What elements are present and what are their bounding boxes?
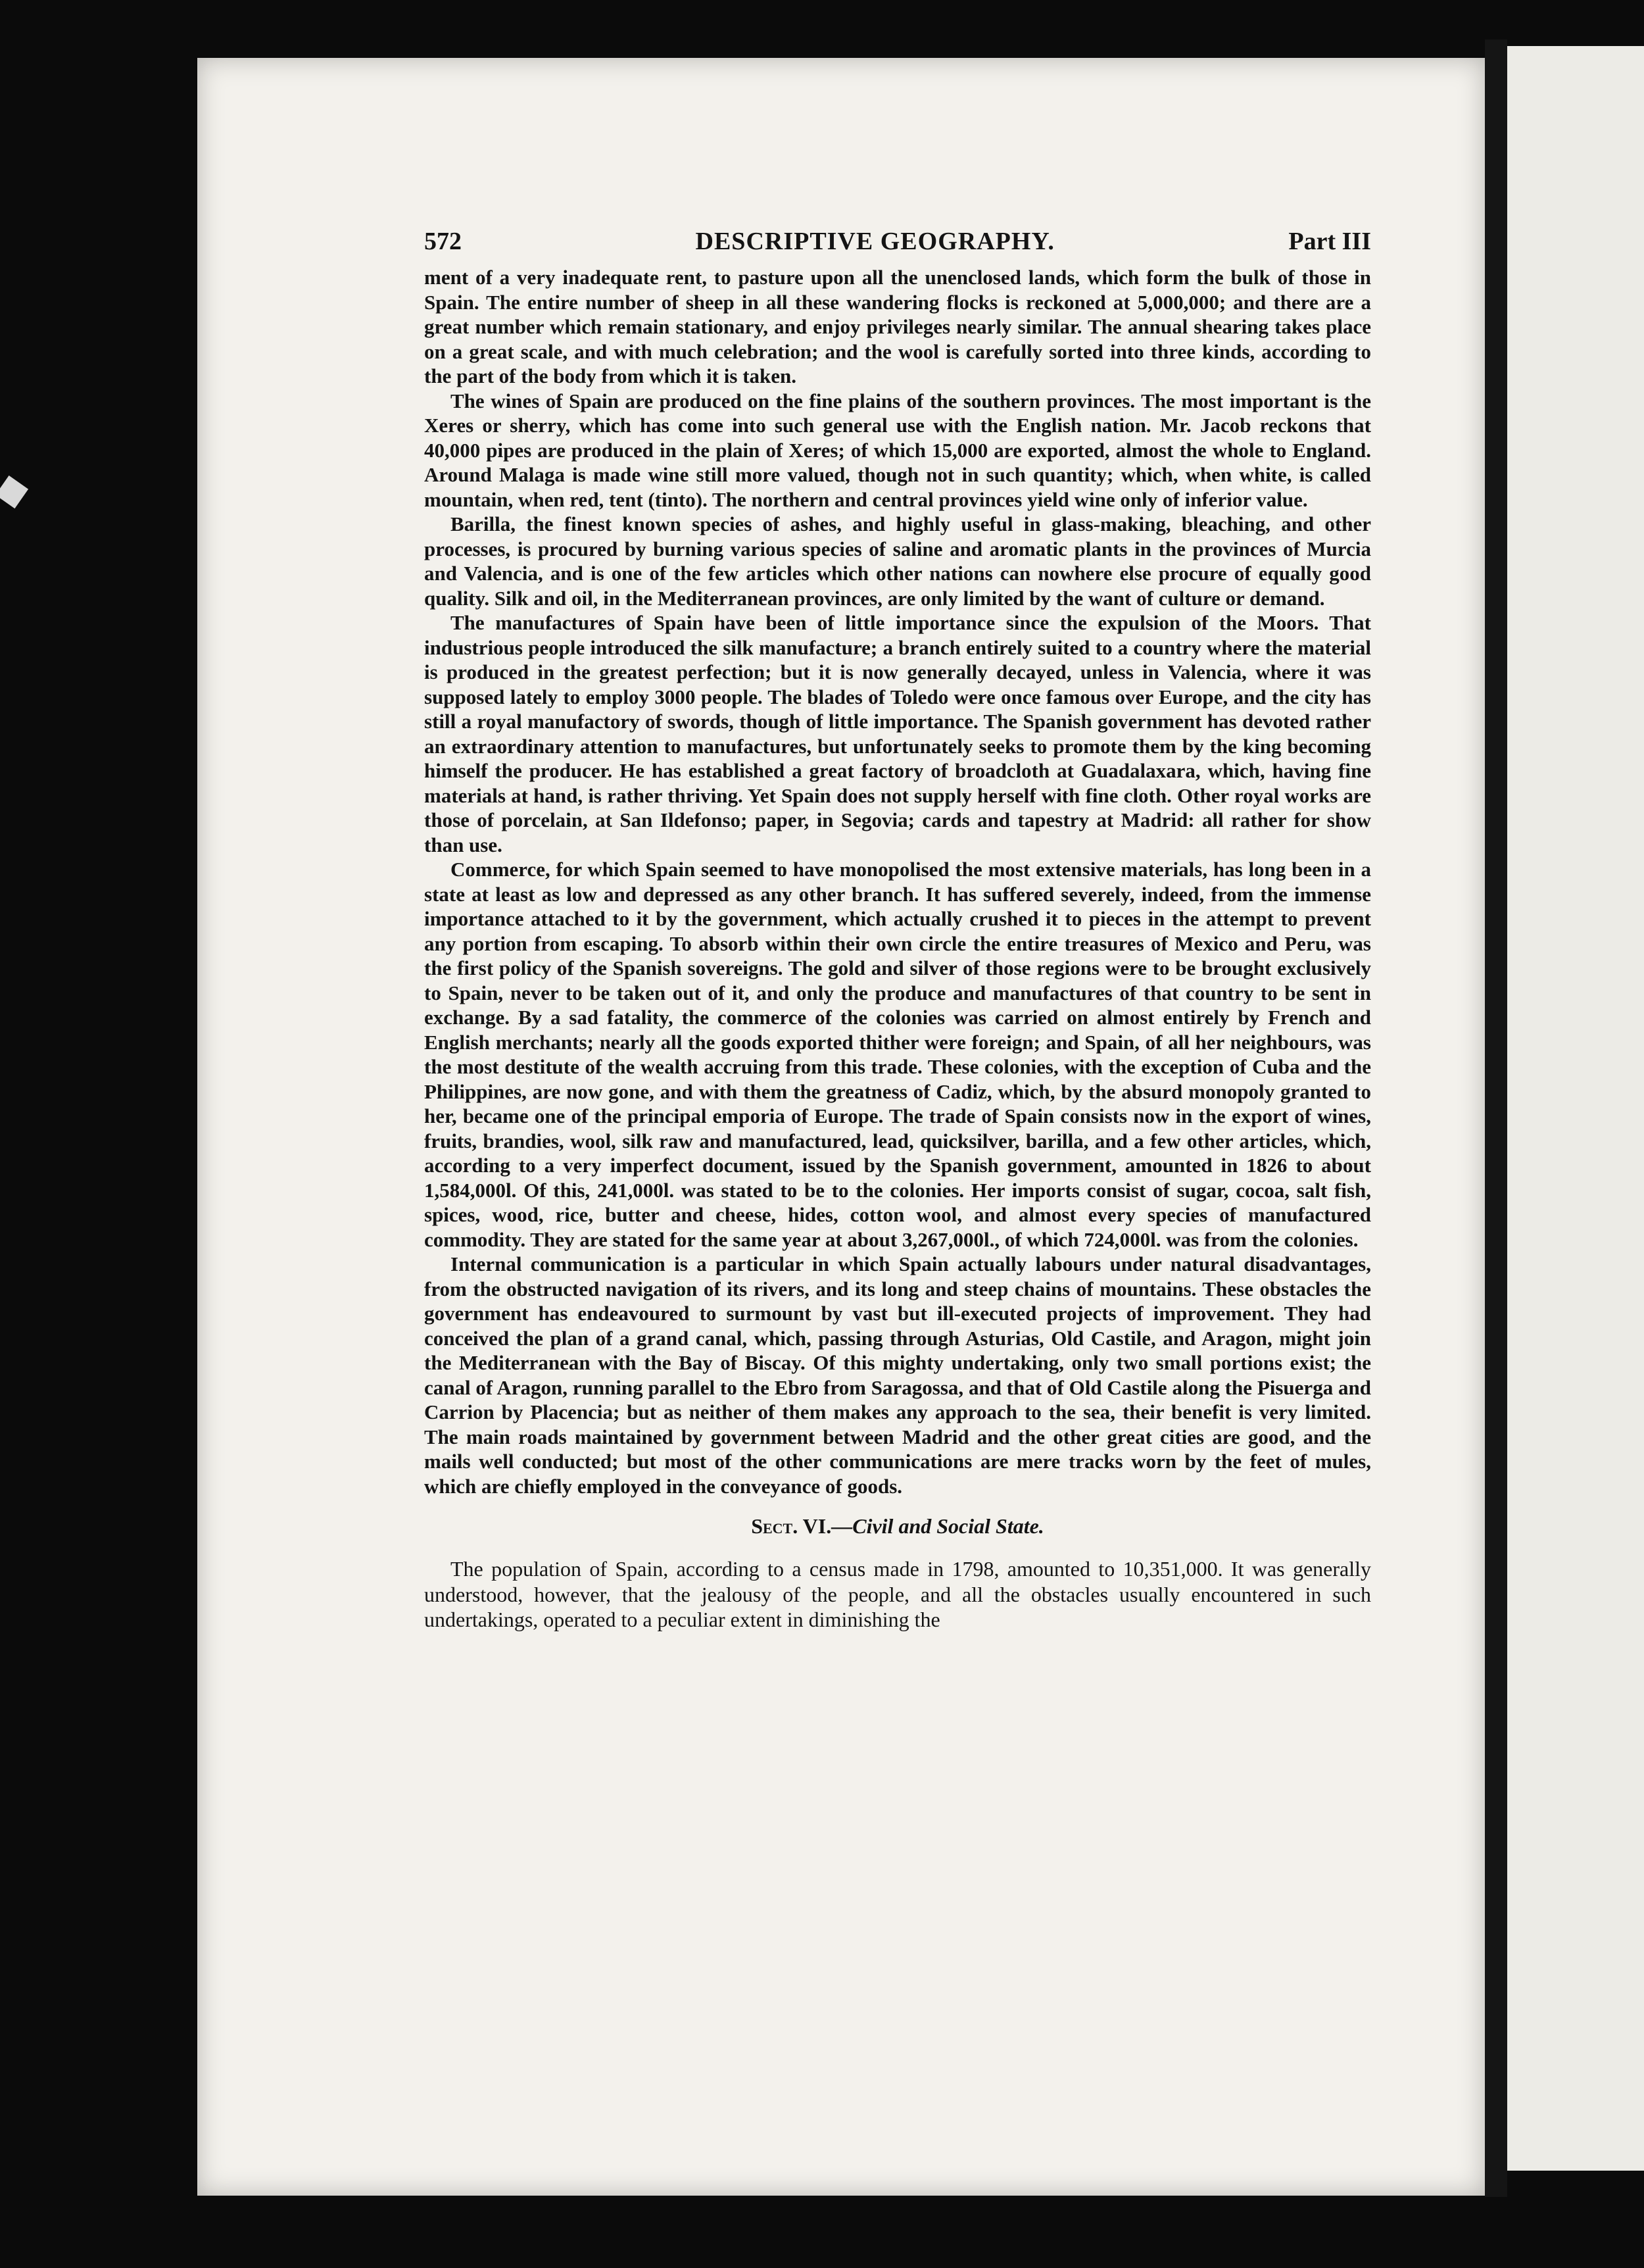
part-label: Part III <box>1288 228 1371 255</box>
paragraph: Commerce, for which Spain seemed to have monopolised the most extensive materials, has long been in a state at least as low and depressed as any other branch. It has suffered severely, indeed, from the immense importance attached to it by the government, which actually crushed it to pieces in the attempt to prevent any portion from escaping. To absorb within their own circle the entire treasures of Mexico and Peru, was the first policy of the Spanish sovereigns. The gold and silver of those regions were to be brought exclusively to Spain, never to be taken out of it, and only the produce and manufactures of that country to be sent in exchange. By a sad fatality, the commerce of the colonies was carried on almost entirely by French and English merchants; nearly all the goods exported thither were foreign; and Spain, of all her neighbours, was the most destitute of the wealth accruing from this trade. These colonies, with the exception of Cuba and the Philippines, are now gone, and with them the greatness of Cadiz, which, by the absurd monopoly granted to her, became one of the principal emporia of Europe. The trade of Spain consists now in the export of wines, fruits, brandies, wool, silk raw and manufactured, lead, quicksilver, barilla, and a few other articles, which, according to a very imperfect document, issued by the Spanish government, amounted in 1826 to about 1,584,000l. Of this, 241,000l. was stated to be to the colonies. Her imports consist of sugar, cocoa, salt fish, spices, wood, rice, butter and cheese, hides, cotton wool, and almost every species of manufactured commodity. They are stated for the same year at about 3,267,000l., of which 724,000l. was from the colonies. <box>424 858 1371 1251</box>
page-content <box>424 227 1371 1633</box>
population-text <box>424 1556 1371 1633</box>
scan-edge-mark <box>0 476 28 508</box>
page-number: 572 <box>424 228 462 255</box>
section-label: Sect. VI. <box>751 1514 832 1538</box>
facing-page-edge <box>1507 46 1644 2171</box>
paragraph: Internal communication is a particular in which Spain actually labours under natural disadvantages, from the obstructed navigation of its rivers, and its long and steep chains of mountains. These obstacles the government has endeavoured to surmount by vast but ill-executed projects of improvement. They had conceived the plan of a grand canal, which, passing through Asturias, Old Castile, and Aragon, might join the Mediterranean with the Bay of Biscay. Of this mighty undertaking, only two small portions exist; the canal of Aragon, running parallel to the Ebro from Saragossa, and that of Old Castile along the Pisuerga and Carrion by Placencia; but as neither of them makes any approach to the sea, their benefit is very limited. The main roads maintained by government between Madrid and the other great cities are good, and the mails well conducted; but most of the other communications are mere tracks worn by the feet of mules, which are chiefly employed in the conveyance of goods. <box>424 1252 1371 1498</box>
paragraph: The population of Spain, according to a census made in 1798, amounted to 10,351,000. It was generally understood, however, that the jealousy of the people, and all the obstacles usually encountered in such undertakings, operated to a peculiar extent in diminishing the <box>424 1557 1371 1631</box>
section-heading <box>424 1513 1371 1539</box>
book-gutter <box>1485 39 1507 2197</box>
body-text <box>424 265 1371 1498</box>
paragraph: Barilla, the finest known species of ashes, and highly useful in glass-making, bleaching, and other processes, is procured by burning various species of saline and aromatic plants in the provinces of Murcia and Valencia, and is one of the few articles which other nations can nowhere else procure of equally good quality. Silk and oil, in the Mediterranean provinces, are only limited by the want of culture or demand. <box>424 512 1371 610</box>
paragraph: The wines of Spain are produced on the fine plains of the southern provinces. The most important is the Xeres or sherry, which has come into such general use with the English nation. Mr. Jacob reckons that 40,000 pipes are produced in the plain of Xeres; of which 15,000 are exported, almost the whole to England. Around Malaga is made wine still more valued, though not in such quantity; which, when white, is called mountain, when red, tent (tinto). The northern and central provinces yield wine only of inferior value. <box>424 389 1371 511</box>
paragraph: ment of a very inadequate rent, to pasture upon all the unenclosed lands, which form the bulk of those in Spain. The entire number of sheep in all these wandering flocks is reckoned at 5,000,000; and there are a great number which remain stationary, and enjoy privileges nearly similar. The annual shearing takes place on a great scale, and with much celebration; and the wool is carefully sorted into three kinds, according to the part of the body from which it is taken. <box>424 266 1371 387</box>
running-head <box>424 227 1371 256</box>
running-title: DESCRIPTIVE GEOGRAPHY. <box>695 228 1055 255</box>
paragraph: The manufactures of Spain have been of little importance since the expulsion of the Moors. That industrious people introduced the silk manufacture; a branch entirely suited to a country where the material is produced in the greatest perfection; but it is now generally decayed, unless in Valencia, where it was supposed lately to employ 3000 people. The blades of Toledo were once famous over Europe, and the city has still a royal manufactory of swords, though of little importance. The Spanish government has devoted rather an extraordinary attention to manufactures, but unfortunately seeks to promote them by the king becoming himself the producer. He has established a great factory of broadcloth at Guadalaxara, which, having fine materials at hand, is rather thriving. Yet Spain does not supply herself with fine cloth. Other royal works are those of porcelain, at San Ildefonso; paper, in Segovia; cards and tapestry at Madrid: all rather for show than use. <box>424 611 1371 856</box>
section-title: —Civil and Social State. <box>831 1514 1044 1538</box>
